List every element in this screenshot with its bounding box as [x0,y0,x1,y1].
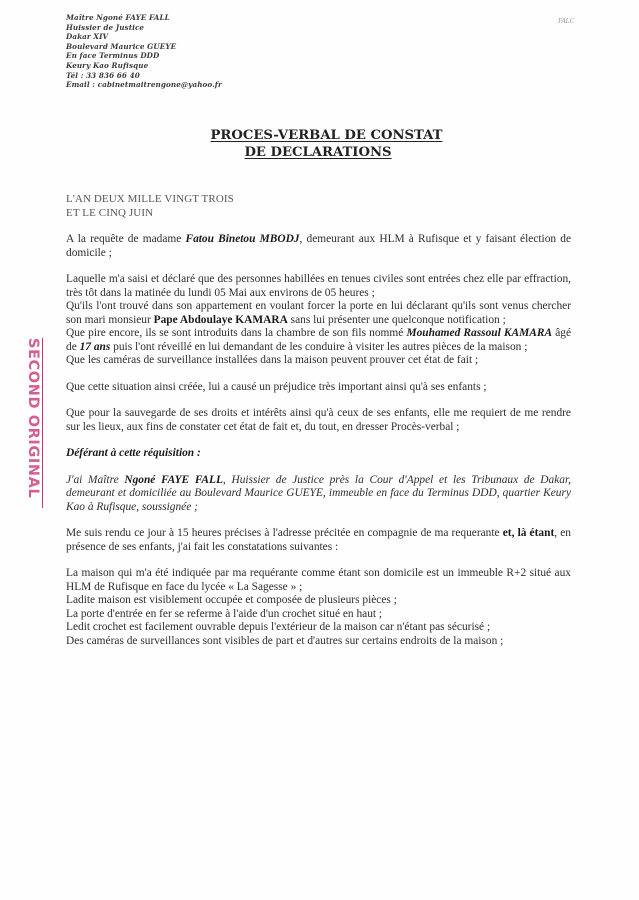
constatation-1: La maison qui m'a été indiquée par ma requérante comme étant son domicile est un immeuble R+2 situé aux HLM de Rufisque en face du lycée « La Sagesse » ; [66,567,571,593]
declaration-paragraph-4: Que les caméras de surveillance installées dans la maison peuvent prouver cet état de fait ; [66,354,479,366]
husband-name: Pape Abdoulaye KAMARA [153,313,288,326]
son-name: Mouhamed Rassoul KAMARA [406,327,553,339]
declaration-paragraph-2: Qu'ils l'ont trouvé dans son appartement en voulant forcer la porte en lui déclarant qu'ils sont venus chercher son mari monsieur Pape Abdoulaye KAMARA sans lui présenter une quelconque notification ; [66,300,571,326]
letterhead-name: Maître Ngoné FAYE FALL [66,13,170,22]
stamp-text: SECOND ORIGINAL [25,338,41,499]
declaration-paragraph-6: Que pour la sauvegarde de ses droits et intérêts ainsi qu'à ceux de ses enfants, elle me requiert de me rendre sur les lieux, aux fins de constater cet état de fait et, du tout, en dresser Procès-verbal ; [66,407,571,433]
date-line-2: ET LE CINQ JUIN [66,206,154,219]
letterhead-address-2: En face Terminus DDD [66,51,160,61]
letterhead-address-3: Keury Kao Rufisque [66,60,149,70]
document-title [0,127,639,161]
requete-paragraph: A la requête de madame Fatou Binetou MBODJ, demeurant aux HLM à Rufisque et y faisant élection de domicile ; [66,233,572,259]
deferant-heading: Déférant à cette réquisition : [66,447,201,459]
declaration-paragraph-5: Que cette situation ainsi créée, lui a causé un préjudice très important ainsi qu'à ses enfants ; [66,380,487,393]
constatation-5: Des caméras de surveillances sont visibles de part et d'autres sur certains endroits de la maison ; [66,634,504,647]
son-age: 17 ans [79,340,111,353]
letterhead-address: Boulevard Maurice GUEYE [66,41,177,51]
letterhead-title: Huissier de Justice [66,22,145,32]
letterhead [66,13,222,90]
reference-code: FALC [558,17,575,25]
declaration-paragraph-3: Que pire encore, ils se sont introduits dans la chambre de son fils nommé Mouhamed Rassoul KAMARA âgé de 17 ans puis l'ont réveillé en lui demandant de les conduire à visiter les autres pièces de la maison ; [66,327,572,353]
letterhead-city: Dakar XIV [66,32,109,42]
document-body [66,193,571,648]
letterhead-email: Email : cabinetmaitrengone@yahoo.fr [66,80,222,90]
declaration-paragraph-1: Laquelle m'a saisi et déclaré que des personnes habillées en tenues civiles sont entrées chez elle par effraction, très tôt dans la matinée du lundi 05 Mai aux environs de 05 heures ; [66,273,571,299]
letterhead-phone: Tél : 33 836 66 40 [66,70,140,80]
huissier-paragraph: J'ai Maître Ngoné FAYE FALL, Huissier de Justice près la Cour d'Appel et les Tribunaux de Dakar, demeurant et domiciliée au Boulevard Maurice GUEYE, immeuble en face du Terminus DDD, quartier Keury Kao à Rufisque, soussignée ; [66,473,571,513]
transport-paragraph: Me suis rendu ce jour à 15 heures précises à l'adresse précitée en compagnie de ma requerante et, là étant, en présence de ses enfants, j'ai fait les constatations suivantes : [66,527,571,553]
second-original-stamp [16,338,43,508]
constatation-4: Ledit crochet est facilement ouvrable depuis l'extérieur de la maison car n'étant pas sécurisé ; [66,621,491,633]
title-line-1: PROCES-VERBAL DE CONSTAT [210,128,443,143]
title-line-2: DE DECLARATIONS [244,145,392,160]
constatation-3: La porte d'entrée en fer se referme à l'aide d'un crochet situé en haut ; [66,607,383,620]
date-line-1: L'AN DEUX MILLE VINGT TROIS [66,193,234,205]
requerante-name: Fatou Binetou MBODJ [185,233,300,245]
huissier-name: Ngoné FAYE FALL [124,473,223,486]
constatation-2: Ladite maison est visiblement occupée et composée de plusieurs pièces ; [66,594,397,606]
